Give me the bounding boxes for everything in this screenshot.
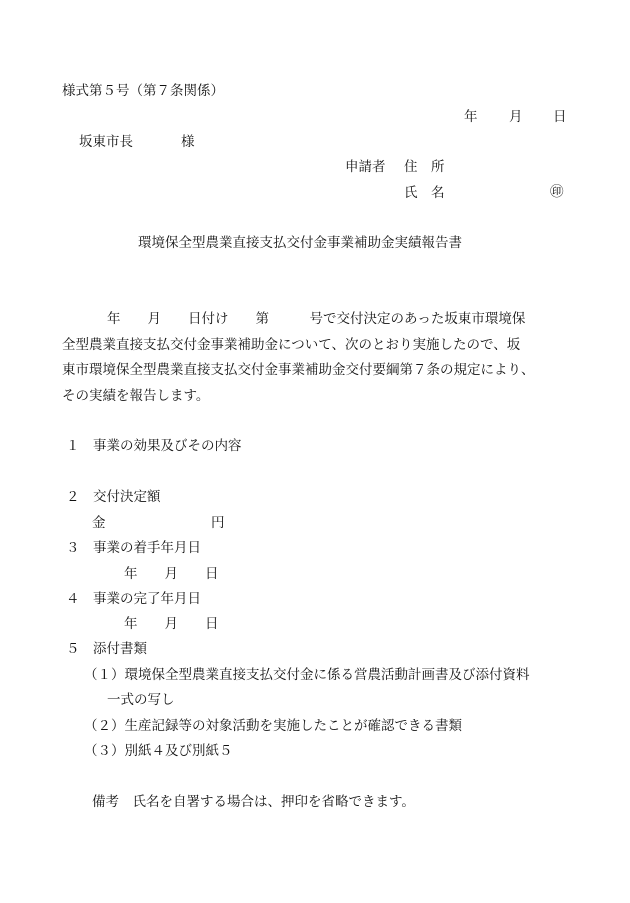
applicant-address-label: 住 所 [404,159,445,175]
body-line-3: 東市環境保全型農業直接支払交付金事業補助金交付要綱第７条の規定により、 [62,362,535,378]
attachment-2: （２）生産記録等の対象活動を実施したことが確認できる書類 [84,718,462,734]
item-4-heading: ４ 事業の完了年月日 [66,591,201,607]
item-5-heading: ５ 添付書類 [66,641,147,657]
addressee-mayor: 坂東市長 [79,134,133,150]
document-title: 環境保全型農業直接支払交付金事業補助金実績報告書 [138,235,462,251]
addressee-honorific: 様 [181,134,195,150]
date-month-label: 月 [509,109,523,125]
remark-note: 備考 氏名を自署する場合は、押印を省略できます。 [92,794,415,810]
applicant-label: 申請者 [345,159,386,175]
item-3-date: 年 月 日 [124,566,219,582]
item-4-date: 年 月 日 [124,616,219,632]
form-number: 様式第５号（第７条関係） [62,83,224,99]
body-line-4: その実績を報告します。 [62,388,210,404]
item-2-heading: ２ 交付決定額 [66,489,161,505]
attachment-3: （３）別紙４及び別紙５ [84,743,233,759]
item-2-amount-unit: 円 [211,515,225,531]
body-line-2: 全型農業直接支払交付金事業補助金について、次のとおり実施したので、坂 [62,337,521,353]
date-year-label: 年 [464,109,478,125]
date-day-label: 日 [553,109,567,125]
body-line-1: 年 月 日付け 第 号で交付決定のあった坂東市環境保 [107,311,526,327]
applicant-name-label: 氏 名 [404,185,445,201]
attachment-1-continued: 一式の写し [107,692,175,708]
attachment-1: （１）環境保全型農業直接支払交付金に係る営農活動計画書及び添付資料 [84,667,530,683]
item-1-heading: １ 事業の効果及びその内容 [66,438,242,454]
item-2-amount-prefix: 金 [92,515,106,531]
item-3-heading: ３ 事業の着手年月日 [66,540,201,556]
seal-mark: ㊞ [550,184,564,200]
